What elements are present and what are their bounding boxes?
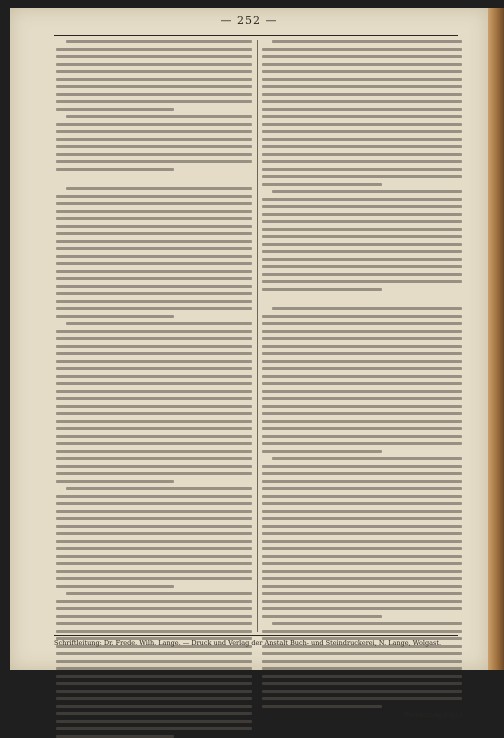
text-line — [262, 183, 382, 186]
text-line — [262, 70, 462, 73]
text-line — [262, 525, 462, 528]
binder-edge — [488, 8, 504, 670]
footer-rule — [54, 635, 458, 636]
text-line — [56, 480, 174, 483]
text-line — [262, 420, 462, 423]
text-line — [56, 622, 252, 625]
text-line — [56, 600, 252, 603]
text-line — [56, 585, 174, 588]
text-line — [56, 345, 252, 348]
text-line — [262, 510, 462, 513]
text-line — [56, 555, 252, 558]
text-line — [56, 138, 252, 141]
text-line — [262, 472, 462, 475]
text-line — [56, 108, 174, 111]
text-line — [262, 360, 462, 363]
text-line — [262, 442, 462, 445]
text-line — [56, 390, 252, 393]
text-line — [262, 690, 462, 693]
text-line — [262, 280, 462, 283]
text-line — [56, 465, 252, 468]
text-line — [262, 517, 462, 520]
text-line — [262, 250, 462, 253]
text-line — [262, 375, 462, 378]
text-line — [66, 40, 252, 43]
text-line — [262, 585, 462, 588]
text-line — [56, 315, 174, 318]
paragraph — [56, 322, 252, 483]
text-line — [262, 85, 462, 88]
text-line — [56, 615, 252, 618]
text-line — [262, 600, 462, 603]
text-line — [262, 427, 462, 430]
text-line — [262, 577, 462, 580]
paragraph — [56, 187, 252, 318]
text-line — [56, 532, 252, 535]
text-line — [262, 705, 382, 708]
text-line — [56, 510, 252, 513]
text-line — [262, 243, 462, 246]
text-line — [56, 292, 252, 295]
text-line — [262, 78, 462, 81]
text-line — [56, 240, 252, 243]
text-line — [56, 705, 252, 708]
text-line — [56, 630, 252, 633]
text-line — [262, 480, 462, 483]
text-line — [262, 315, 462, 318]
text-line — [262, 667, 462, 670]
right-column — [262, 40, 462, 719]
text-line — [56, 735, 174, 738]
text-line — [262, 175, 462, 178]
text-line — [262, 108, 462, 111]
text-line — [56, 78, 252, 81]
chapter-heading — [56, 175, 252, 182]
paragraph — [262, 40, 462, 186]
paragraph — [56, 487, 252, 588]
paragraph — [262, 307, 462, 453]
text-line — [262, 213, 462, 216]
text-line — [262, 555, 462, 558]
text-line — [56, 225, 252, 228]
text-line — [56, 660, 252, 663]
text-line — [262, 532, 462, 535]
text-line — [262, 55, 462, 58]
text-line — [56, 367, 252, 370]
text-line — [56, 495, 252, 498]
text-line — [272, 307, 462, 310]
text-line — [262, 93, 462, 96]
text-line — [262, 63, 462, 66]
text-line — [56, 337, 252, 340]
text-line — [262, 235, 462, 238]
text-line — [262, 265, 462, 268]
text-line — [56, 93, 252, 96]
text-line — [56, 667, 252, 670]
text-line — [262, 547, 462, 550]
text-line — [66, 115, 252, 118]
text-line — [56, 472, 252, 475]
text-line — [56, 720, 252, 723]
text-line — [56, 420, 252, 423]
text-line — [262, 382, 462, 385]
text-line — [262, 273, 462, 276]
text-line — [262, 153, 462, 156]
text-line — [56, 168, 174, 171]
text-line — [56, 255, 252, 258]
text-line — [262, 487, 462, 490]
text-line — [56, 217, 252, 220]
continuation-note: (Fortsetzung folgt.) — [403, 712, 462, 719]
text-line — [262, 607, 462, 610]
text-line — [56, 145, 252, 148]
text-line — [262, 412, 462, 415]
text-line — [262, 138, 462, 141]
text-line — [56, 525, 252, 528]
text-line — [272, 40, 462, 43]
text-line — [262, 682, 462, 685]
text-line — [262, 258, 462, 261]
text-line — [56, 195, 252, 198]
paragraph — [262, 190, 462, 291]
text-line — [56, 540, 252, 543]
text-line — [56, 382, 252, 385]
text-line — [262, 465, 462, 468]
text-line — [262, 322, 462, 325]
text-line — [262, 228, 462, 231]
text-line — [262, 288, 382, 291]
text-line — [56, 682, 252, 685]
newspaper-page — [10, 8, 488, 719]
footer-imprint: Schriftleitung: Dr. Frede. Wilh. Lange. — Druck und Verlag der Anstalt Buch- und Steindruckerei, N. Lange, Wolgast. — [54, 639, 442, 647]
left-column — [56, 40, 252, 632]
text-line — [262, 495, 462, 498]
text-line — [56, 270, 252, 273]
text-line — [262, 570, 462, 573]
text-line — [56, 675, 252, 678]
text-line — [56, 130, 252, 133]
text-line — [56, 375, 252, 378]
text-line — [56, 55, 252, 58]
text-line — [262, 435, 462, 438]
text-line — [56, 427, 252, 430]
text-line — [56, 285, 252, 288]
text-line — [56, 727, 252, 730]
paragraph — [56, 40, 252, 111]
text-line — [56, 360, 252, 363]
text-line — [56, 210, 252, 213]
text-line — [262, 123, 462, 126]
text-line — [262, 660, 462, 663]
text-line — [56, 712, 252, 715]
paragraph — [56, 115, 252, 171]
text-line — [56, 397, 252, 400]
text-line — [66, 322, 252, 325]
text-line — [262, 502, 462, 505]
text-line — [56, 262, 252, 265]
text-line — [56, 307, 252, 310]
text-line — [56, 690, 252, 693]
text-line — [56, 442, 252, 445]
text-line — [56, 85, 252, 88]
text-line — [56, 517, 252, 520]
text-line — [56, 153, 252, 156]
text-line — [56, 123, 252, 126]
text-line — [262, 352, 462, 355]
text-line — [56, 48, 252, 51]
header-rule — [54, 35, 458, 36]
text-line — [56, 652, 252, 655]
text-line — [56, 277, 252, 280]
text-line — [56, 300, 252, 303]
paragraph — [56, 592, 252, 738]
text-line — [262, 145, 462, 148]
text-line — [262, 697, 462, 700]
text-line — [66, 187, 252, 190]
text-line — [262, 390, 462, 393]
text-line — [56, 63, 252, 66]
text-line — [56, 352, 252, 355]
text-line — [262, 540, 462, 543]
text-line — [56, 160, 252, 163]
text-line — [56, 70, 252, 73]
text-line — [56, 100, 252, 103]
text-line — [262, 337, 462, 340]
text-line — [56, 412, 252, 415]
text-line — [262, 345, 462, 348]
paragraph — [262, 457, 462, 618]
text-line — [262, 367, 462, 370]
text-line — [56, 435, 252, 438]
text-line — [262, 198, 462, 201]
text-line — [272, 190, 462, 193]
text-line — [262, 168, 462, 171]
text-line — [262, 615, 382, 618]
text-line — [56, 577, 252, 580]
text-line — [56, 457, 252, 460]
text-line — [56, 562, 252, 565]
text-line — [262, 160, 462, 163]
text-line — [262, 220, 462, 223]
text-line — [56, 330, 252, 333]
chapter-heading — [262, 295, 462, 302]
text-line — [56, 450, 252, 453]
text-line — [262, 652, 462, 655]
text-line — [272, 457, 462, 460]
text-line — [262, 405, 462, 408]
column-divider — [257, 40, 258, 632]
text-line — [262, 48, 462, 51]
text-line — [56, 697, 252, 700]
text-line — [262, 130, 462, 133]
text-line — [56, 232, 252, 235]
text-line — [56, 405, 252, 408]
text-line — [262, 592, 462, 595]
text-line — [56, 607, 252, 610]
text-line — [262, 205, 462, 208]
text-line — [66, 487, 252, 490]
text-line — [56, 547, 252, 550]
text-line — [262, 100, 462, 103]
text-line — [272, 622, 462, 625]
text-line — [262, 450, 382, 453]
text-line — [262, 397, 462, 400]
page-number: — 252 — — [220, 14, 278, 27]
text-line — [56, 202, 252, 205]
text-line — [56, 247, 252, 250]
text-line — [262, 115, 462, 118]
text-line — [262, 562, 462, 565]
text-line — [56, 570, 252, 573]
text-line — [262, 675, 462, 678]
text-line — [262, 330, 462, 333]
text-line — [56, 502, 252, 505]
text-line — [66, 592, 252, 595]
text-line — [262, 630, 462, 633]
